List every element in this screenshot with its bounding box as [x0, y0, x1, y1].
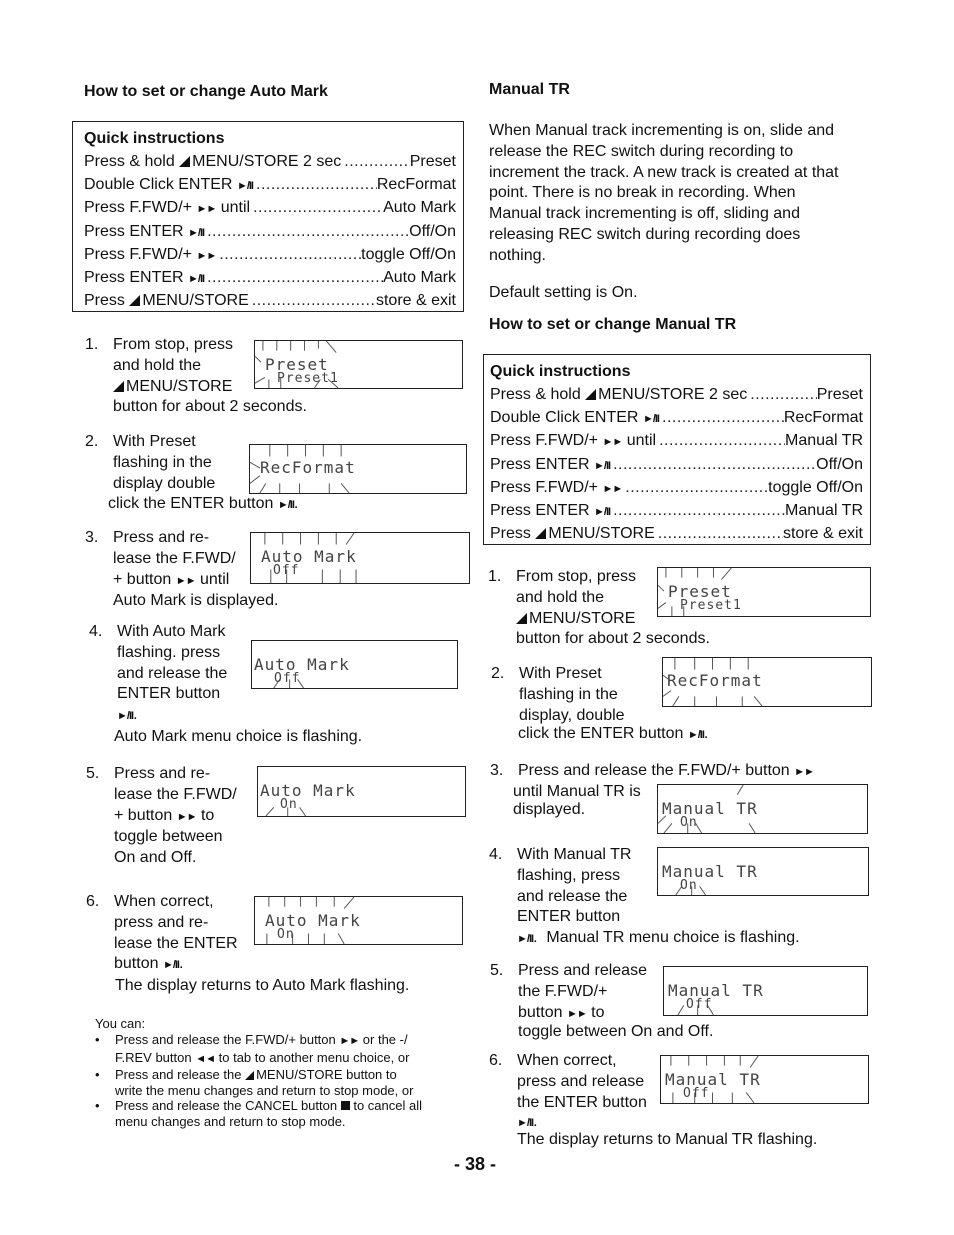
quick-row: Press & hold MENU/STORE 2 sec ..... Preset: [84, 150, 456, 173]
list-item: • Press and release the CANCEL button to cancel all menu changes and return to stop mode.: [95, 1098, 422, 1129]
left-step-1: 1. From stop, press and hold the MENU/STORE button for about 2 seconds.: [85, 336, 307, 416]
rewind-icon: ◄◄: [195, 1052, 216, 1065]
play-pause-icon: ►/II: [594, 505, 611, 518]
you-can-list: [95, 1032, 465, 1129]
right-heading: Manual TR: [489, 81, 570, 98]
lcd-display: Auto Mark Off: [250, 532, 470, 584]
lcd-display: Preset Preset1: [657, 567, 871, 617]
menu-store-icon: [516, 613, 527, 624]
lcd-display: Auto Mark Off: [251, 640, 458, 689]
page-number: - 38 -: [454, 1154, 497, 1174]
ffwd-icon: ►►: [794, 766, 814, 778]
menu-store-icon: [179, 156, 190, 167]
quick-row: Press F.FWD/+ ►► ..... toggle Off/On: [84, 243, 456, 266]
menu-store-icon: [113, 381, 124, 392]
quick-row: Press MENU/STORE ..... store & exit: [84, 289, 456, 312]
left-quick-instructions: [72, 121, 464, 312]
list-item: • Press and release the F.FWD/+ button ►► or the -/ F.REV button ◄◄ to tab to another menu choice, or: [95, 1032, 410, 1065]
ffwd-icon: ►►: [176, 810, 197, 823]
quick-row: Double Click ENTER ►/II ..... RecFormat: [84, 173, 456, 196]
lcd-display: Preset Preset1: [254, 340, 463, 389]
quick-row: Press & hold MENU/STORE 2 sec ..... Preset: [490, 383, 863, 406]
quick-row: Press ENTER ►/II ..... Manual TR: [490, 499, 863, 522]
lcd-display: Auto Mark On: [257, 766, 466, 817]
ffwd-icon: ►►: [602, 436, 623, 449]
left-step-5: 5. Press and re- lease the F.FWD/ + button ►► to toggle between On and Off.: [86, 765, 237, 867]
right-step-1: 1. From stop, press and hold the MENU/STORE button for about 2 seconds.: [488, 568, 710, 648]
manual-tr-description: When Manual track incrementing is on, slide and release the REC switch during recording to increment the track. A new track is created at that point. There is no break in recording. When Manual track incrementing is off, sliding and releasing REC switch during recording does nothing.: [489, 122, 839, 264]
lcd-display: Manual TR Off: [663, 966, 868, 1016]
quick-row: Press F.FWD/+ ►► until ..... Manual TR: [490, 429, 863, 452]
ffwd-icon: ►►: [566, 1007, 587, 1020]
menu-store-icon: [535, 528, 546, 539]
menu-store-icon: [585, 389, 596, 400]
lcd-display: Auto Mark On: [254, 896, 463, 945]
left-heading: How to set or change Auto Mark: [84, 83, 328, 100]
play-pause-icon: ►/II: [687, 729, 704, 742]
list-item: • Press and release the MENU/STORE button to write the menu changes and return to stop mode, or: [95, 1067, 414, 1098]
right-step-6: 6. When correct, press and release the ENTER button ►/II. The display returns to Manual TR flashing.: [489, 1052, 818, 1149]
quick-row: Press MENU/STORE ..... store & exit: [490, 522, 863, 545]
left-step-6: 6. When correct, press and re- lease the ENTER button ►/II. The display returns to Auto Mark flashing.: [86, 893, 410, 995]
ffwd-icon: ►►: [175, 574, 196, 587]
lcd-display: Manual TR On: [657, 847, 869, 896]
quick-row: Press ENTER ►/II ..... Off/On: [490, 453, 863, 476]
right-heading-2: How to set or change Manual TR: [489, 316, 737, 333]
play-pause-icon: ►/II: [642, 413, 659, 426]
play-pause-icon: ►/II: [117, 710, 134, 723]
quick-title: Quick instructions: [490, 363, 631, 380]
quick-row: Press F.FWD/+ ►► until ..... Auto Mark: [84, 196, 456, 219]
left-step-3: 3. Press and re- lease the F.FWD/ + button ►► until Auto Mark is displayed.: [85, 529, 279, 610]
right-step-5: 5. Press and release the F.FWD/+ button ►► to toggle between On and Off.: [490, 962, 714, 1041]
right-step-2: 2. With Preset flashing in the display, double click the ENTER button ►/II.: [491, 665, 709, 743]
menu-store-icon: [129, 295, 140, 306]
right-step-4: 4. With Manual TR flashing, press and release the ENTER button ►/II. Manual TR menu choice is flashing.: [489, 846, 800, 947]
quick-row: Double Click ENTER ►/II ..... RecFormat: [490, 406, 863, 429]
quick-row: Press ENTER ►/II ..... Off/On: [84, 220, 456, 243]
play-pause-icon: ►/II: [188, 226, 205, 239]
play-pause-icon: ►/II: [277, 499, 294, 512]
ffwd-icon: ►►: [196, 249, 217, 262]
play-pause-icon: ►/II: [594, 459, 611, 472]
left-step-2: 2. With Preset flashing in the display double click the ENTER button ►/II.: [85, 433, 299, 513]
ffwd-icon: ►►: [602, 482, 623, 495]
play-pause-icon: ►/II: [188, 272, 205, 285]
ffwd-icon: ►►: [196, 203, 217, 216]
play-pause-icon: ►/II: [162, 959, 179, 972]
quick-row: Press F.FWD/+ ►► ..... toggle Off/On: [490, 476, 863, 499]
quick-title: Quick instructions: [84, 130, 225, 147]
default-setting: Default setting is On.: [489, 284, 638, 301]
left-step-4: 4. With Auto Mark flashing. press and release the ENTER button ►/II. Auto Mark menu choice is flashing.: [89, 623, 363, 745]
right-step-3: 3. Press and release the F.FWD/+ button ►► until Manual TR is displayed.: [490, 762, 814, 818]
stop-icon: [341, 1101, 350, 1110]
lcd-display: RecFormat: [662, 657, 872, 707]
lcd-display: RecFormat: [249, 444, 467, 494]
lcd-display: Manual TR Off: [660, 1055, 869, 1104]
right-quick-instructions: [483, 354, 871, 545]
quick-row: Press ENTER ►/II ..... Auto Mark: [84, 266, 456, 289]
play-pause-icon: ►/II: [517, 1117, 534, 1130]
ffwd-icon: ►►: [339, 1035, 360, 1047]
lcd-display: Manual TR On: [657, 784, 868, 834]
play-pause-icon: ►/II: [517, 933, 534, 946]
play-pause-icon: ►/II: [236, 180, 253, 193]
menu-store-icon: [245, 1071, 254, 1080]
you-can-title: You can:: [95, 1016, 146, 1031]
